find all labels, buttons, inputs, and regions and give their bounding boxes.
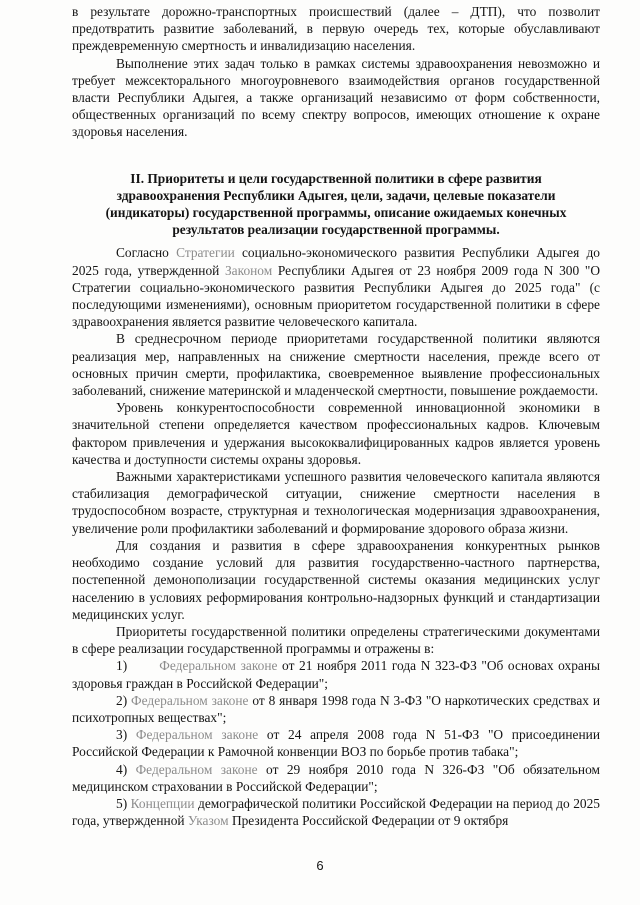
list-item-text: от 8 января 1998 года N 3-ФЗ "О наркотических средствах и психотропных веществах"; xyxy=(72,692,600,725)
competitiveness-paragraph: Уровень конкурентоспособности современной инновационной экономики в значительной степени определяется качеством профессиональных кадров. Ключевым фактором привлечения и удержания высококвалифицированных кадров является уровень качества и доступности системы охраны здоровья. xyxy=(72,400,600,467)
list-item-number: 4) xyxy=(116,761,128,777)
page-content xyxy=(72,3,600,829)
federal-law-link[interactable]: Федеральном законе xyxy=(131,692,249,708)
characteristics-paragraph: Важными характеристиками успешного развития человеческого капитала являются стабилизация демографической ситуации, снижение смертности населения в трудоспособном возрасте, структурная и технологическая модернизация здравоохранения, увеличение роли профилактики заболеваний и формирование здорового образа жизни. xyxy=(72,469,600,536)
list-item-text: от 29 ноября 2010 года N 326-ФЗ "Об обязательном медицинском страховании в Российской Федерации"; xyxy=(72,761,600,794)
concept-link[interactable]: Концепции xyxy=(130,795,195,811)
list-item-text: от 21 ноября 2011 года N 323-ФЗ "Об основах охраны здоровья граждан в Российской Федерации"; xyxy=(72,658,600,691)
intro-paragraph-2: Выполнение этих задач только в рамках системы здравоохранения невозможно и требует межсекторального многоуровневого взаимодействия органов государственной власти Республики Адыгея, а также организаций независимо от форм собственности, общественных организаций по всему спектру вопросов, имеющих отношение к охране здоровья населения. xyxy=(72,55,600,140)
strategy-paragraph xyxy=(72,244,600,330)
list-item xyxy=(72,795,600,829)
list-item xyxy=(72,761,600,795)
strategy-text-2: социально-экономического развития Республики Адыгея до 2025 года, утвержденной xyxy=(72,245,601,278)
page-number: 6 xyxy=(316,858,324,873)
intro-paragraph-1: в результате дорожно-транспортных происшествий (далее – ДТП), что позволит предотвратить развитие заболеваний, в первую очередь тех, которые обуславливают преждевременную смертность и инвалидизацию населения. xyxy=(72,4,600,54)
list-item xyxy=(72,726,600,760)
list-item-text: демографической политики Российской Федерации на период до 2025 года, утвержденной xyxy=(72,795,600,829)
midterm-paragraph: В среднесрочном периоде приоритетами государственной политики являются реализация мер, направленных на снижение смертности населения, прежде всего от основных причин смерти, профилактика, своевременное выявление профессиональных заболеваний, снижение материнской и младенческой смертности, повышение рождаемости. xyxy=(72,331,600,399)
list-item-number: 5) xyxy=(116,795,128,811)
strategy-text-3: Республики Адыгея от 23 ноября 2009 года N 300 "О Стратегии социально-экономического развития Республики Адыгея до 2025 года" (с последующими изменениями), основным приоритетом государственной политики в сфере здравоохранения является развитие человеческого капитала. xyxy=(72,262,600,330)
strategy-link[interactable]: Стратегии xyxy=(176,245,235,261)
decree-link[interactable]: Указом xyxy=(187,813,229,829)
list-item-text-2: Президента Российской Федерации от 9 октября xyxy=(228,813,509,829)
list-item xyxy=(72,657,600,691)
federal-law-link[interactable]: Федеральном законе xyxy=(135,727,259,743)
list-item-number: 3) xyxy=(116,727,128,743)
section-heading: II. Приоритеты и цели государственной политики в сфере развития здравоохранения Республики Адыгея, цели, задачи, целевые показатели (индикаторы) государственной программы, описание ожидаемых конечных результатов реализации государственной программы. xyxy=(105,170,567,238)
list-item-number: 1) xyxy=(116,658,128,674)
list-item xyxy=(72,692,600,726)
list-item-text: от 24 апреля 2008 года N 51-ФЗ "О присоединении Российской Федерации к Рамочной конвенции ВОЗ по борьбе против табака"; xyxy=(72,727,600,760)
list-item-number: 2) xyxy=(116,692,128,708)
markets-paragraph: Для создания и развития в сфере здравоохранения конкурентных рынков необходимо создание условий для развития государственно-частного партнерства, постепенной демонополизации государственной системы оказания медицинских услуг населению в условиях реформирования контрольно-надзорных функций и стандартизации медицинских услуг. xyxy=(72,537,600,622)
federal-law-link[interactable]: Федеральном законе xyxy=(159,658,278,674)
priorities-paragraph: Приоритеты государственной политики определены стратегическими документами в сфере реализации государственной программы и отражены в: xyxy=(72,623,600,657)
federal-law-link[interactable]: Федеральном законе xyxy=(135,761,258,777)
law-link[interactable]: Законом xyxy=(224,262,273,278)
strategy-text-1: Согласно xyxy=(116,245,177,261)
